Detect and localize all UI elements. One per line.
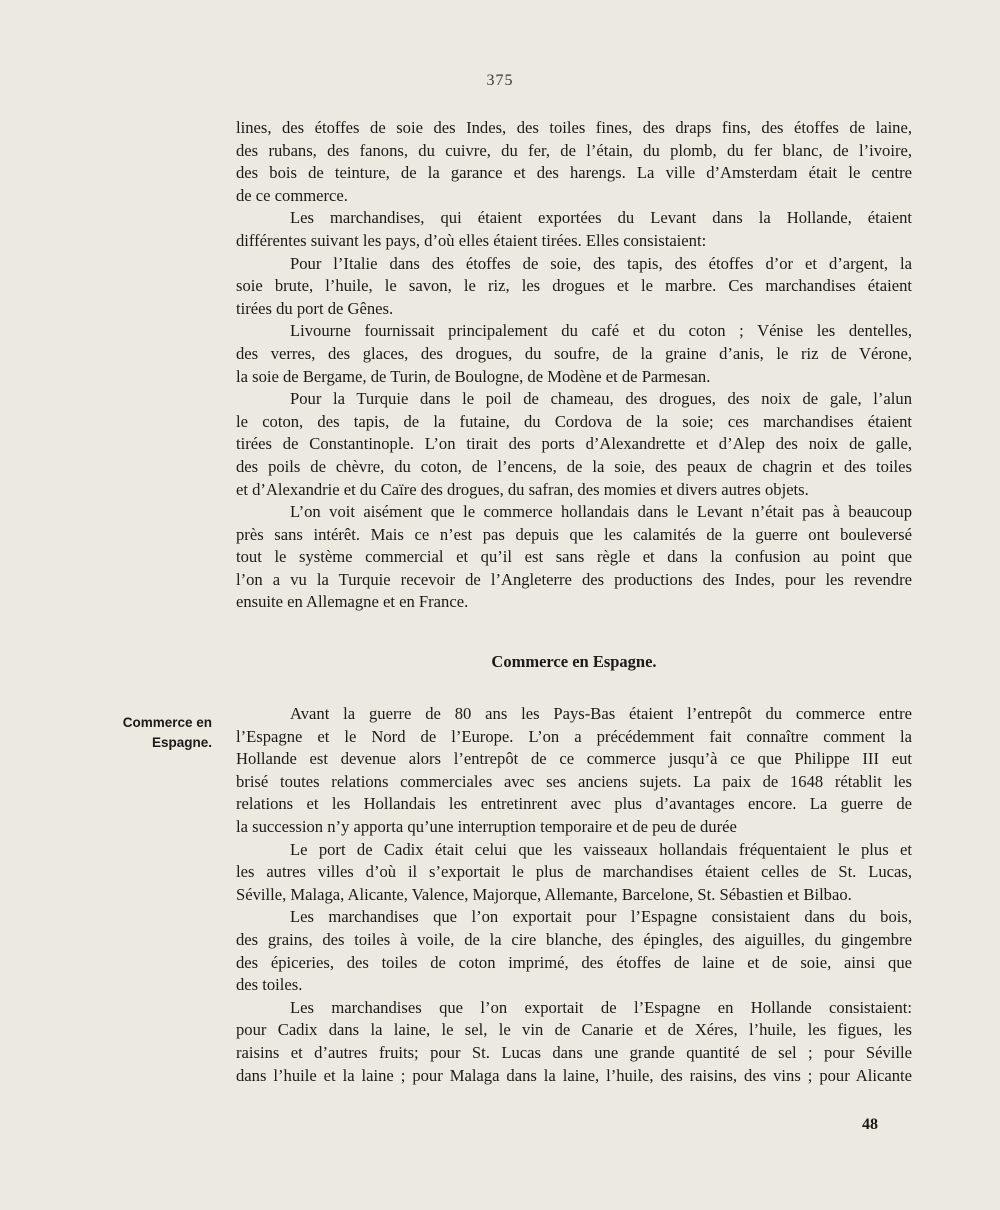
text-line: soie brute, l’huile, le savon, le riz, les drogues et le marbre. Ces marchandises étaient [236,276,912,296]
page-number: 375 [486,72,514,89]
text-line: le coton, des tapis, de la futaine, du Cordova de la soie; ces marchandises étaient [236,411,912,431]
text-line: Livourne fournissait principalement du café et du coton ; Vénise les dentelles, [290,321,912,341]
text-line: brisé toutes relations commerciales avec ses anciens sujets. La paix de 1648 rétablit les [236,771,912,791]
margin-note-line: Espagne. [151,735,212,750]
text-line: et d’Alexandrie et du Caïre des drogues, du safran, des momies et divers autres objets. [236,479,809,499]
margin-note-line: Commerce en [122,715,212,730]
text-line: des poils de chèvre, du coton, de l’encens, de la soie, des peaux de chagrin et des toiles [236,456,912,476]
text-line: raisins et d’autres fruits; pour St. Lucas dans une grande quantité de sel ; pour Séville [236,1042,912,1062]
body-text-bottom [236,703,912,1087]
text-line: près sans intérêt. Mais ce n’est pas depuis que les calamités de la guerre ont bouleversé [236,524,912,544]
text-line: des verres, des glaces, des drogues, du soufre, de la graine d’anis, le riz de Vérone, [236,343,912,363]
text-line: Les marchandises que l’on exportait pour l’Espagne consistaient dans du bois, [290,907,912,927]
section-heading: Commerce en Espagne. [491,652,657,671]
text-line: la soie de Bergame, de Turin, de Boulogne, de Modène et de Parmesan. [236,366,711,386]
text-line: dans l’huile et la laine ; pour Malaga dans la laine, l’huile, des raisins, des vins ; pour Alicante [236,1065,912,1085]
text-line: tout le système commercial et qu’il est sans règle et dans la confusion au point que [236,547,912,567]
margin-note [100,713,212,753]
text-line: les autres villes d’où il s’exportait le plus de marchandises étaient celles de St. Lucas, [236,862,912,882]
text-line: Les marchandises que l’on exportait de l’Espagne en Hollande consistaient: [290,997,912,1017]
text-line: des grains, des toiles à voile, de la cire blanche, des épingles, des aiguilles, du gingembre [236,929,912,949]
text-line: Pour l’Italie dans des étoffes de soie, des tapis, des étoffes d’or et d’argent, la [290,253,912,273]
body-text-top [236,117,912,614]
text-line: L’on voit aisément que le commerce hollandais dans le Levant n’était pas à beaucoup [290,502,912,522]
text-line: des toiles. [236,975,303,995]
text-line: Les marchandises, qui étaient exportées du Levant dans la Hollande, étaient [290,208,912,228]
text-line: relations et les Hollandais les entretinrent avec plus d’avantages encore. La guerre de [236,794,912,814]
text-line: Le port de Cadix était celui que les vaisseaux hollandais fréquentaient le plus et [290,839,912,859]
signature-mark: 48 [862,1116,878,1133]
text-line: tirées de Constantinople. L’on tirait des ports d’Alexandrette et d’Alep des noix de galle, [236,434,912,454]
text-line: des épiceries, des toiles de coton imprimé, des étoffes de laine et de soie, ainsi que [236,952,912,972]
text-line: tirées du port de Gênes. [236,298,394,318]
text-line: lines, des étoffes de soie des Indes, des toiles fines, des draps fins, des étoffes de laine, [236,118,912,137]
text-line: pour Cadix dans la laine, le sel, le vin de Canarie et de Xéres, l’huile, les figues, les [236,1020,912,1040]
text-line: ensuite en Allemagne et en France. [236,592,469,612]
text-line: la succession n’y apporta qu’une interruption temporaire et de peu de durée [236,816,737,836]
text-line: Pour la Turquie dans le poil de chameau, des drogues, des noix de gale, l’alun [290,389,912,409]
text-line: de ce commerce. [236,185,348,205]
text-line: Séville, Malaga, Alicante, Valence, Majorque, Allemante, Barcelone, St. Sébastien et Bilbao. [236,884,852,904]
text-line: différentes suivant les pays, d’où elles étaient tirées. Elles consistaient: [236,230,707,250]
text-line: des rubans, des fanons, du cuivre, du fer, de l’étain, du plomb, du fer blanc, de l’ivoire, [236,140,912,160]
text-line: des bois de teinture, de la garance et des harengs. La ville d’Amsterdam était le centre [236,163,912,183]
text-line: l’Espagne et le Nord de l’Europe. L’on a précédemment fait connaître comment la [236,726,912,746]
text-line: Hollande est devenue alors l’entrepôt de ce commerce jusqu’à ce que Philippe III eut [236,749,912,769]
text-line: l’on a vu la Turquie recevoir de l’Angleterre des productions des Indes, pour les revendre [236,569,912,589]
text-line: Avant la guerre de 80 ans les Pays-Bas étaient l’entrepôt du commerce entre [290,704,912,723]
